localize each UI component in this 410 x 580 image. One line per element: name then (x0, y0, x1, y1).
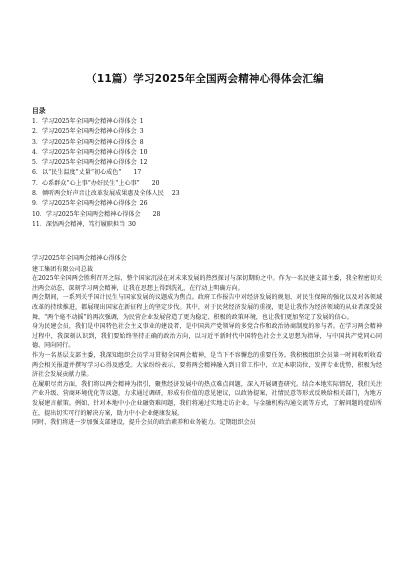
toc-item[interactable] (32, 220, 382, 230)
toc-item-label: 4．学习2025年全国两会精神心得体会 (32, 148, 137, 156)
toc-item[interactable] (32, 179, 382, 189)
toc-item-label: 2．学习2025年全国两会精神心得体会 (32, 128, 137, 136)
body-paragraph: 两会期间，一系列关乎国计民生与国家发展的议题成为焦点。政府工作报告中对经济发展的规划、对民生保障的强化以及对各领域改革的持续推进，都展现出国家在新征程上的坚定步伐。其中，对于民营经济发展的重视，更是让我作为经济领域的从业者深受鼓舞，“两个毫不动摇”的再次强调，为民营企业发展营造了更为稳定、积极的政策环境，也让我们更加坚定了发展的信心。 (32, 294, 382, 321)
body-paragraph: 在2025年全国两会胜利召开之际，整个国家沉浸在对未来发展的热烈探讨与深切期盼之中。作为一名民建支部主委，我全程密切关注两会动态，深刻学习两会精神，让我在思想上得到洗礼，在行动上明确方向。 (32, 275, 382, 292)
toc-item-label: 3．学习2025年全国两会精神心得体会 (32, 138, 137, 146)
toc-item-page: 3 (139, 128, 144, 136)
body-paragraph: 身为民建会员，我们是中国特色社会主义事业的建设者，是中国共产党领导的多党合作和政治协商制度的参与者。在学习两会精神过程中，我深刻认识到，我们要始终坚持正确的政治方向，以习近平新时代中国特色社会主义思想为指导，与中国共产党同心同德、同向同行。 (32, 323, 382, 350)
toc-item-label: 11．深悟两会精神，笃行履职担当 (32, 220, 126, 228)
toc-item[interactable] (32, 138, 382, 148)
toc-item-label: 7．心系群众“心上事”办好民生“上心事” (32, 179, 140, 187)
toc-item-label: 6．以“民生温度”丈量“初心成色” (32, 169, 122, 177)
toc-list (32, 117, 382, 230)
toc-item-label: 1．学习2025年全国两会精神心得体会 (32, 118, 137, 125)
toc-item[interactable] (32, 199, 382, 209)
body-paragraph: 同时，我们将进一步加强支部建设，提升会员的政治素养和业务能力。定期组织会员 (32, 419, 256, 427)
toc-heading: 目录 (32, 107, 46, 115)
toc-item-page: 28 (152, 210, 161, 218)
toc-item[interactable] (32, 158, 382, 168)
toc-item-page: 23 (171, 190, 180, 198)
toc-item-label: 10．学习2025年全国两会精神心得体会 (32, 210, 141, 218)
body-paragraph: 在履职尽责方面，我们将以两会精神为指引，聚焦经济发展中的热点难点问题，深入开展调查研究。结合本地实际情况，我们关注产业升级、营商环境优化等议题，力求通过调研，形成有价值的意见建议，以政协提案、社情民意等形式反映给相关部门，为地方发展建言献策。例如，针对本地中小企业融资难问题，我们将通过实地走访企业，与金融机构沟通交流等方式，了解问题的症结所在，提出切实可行的解决方案，助力中小企业健康发展。 (32, 380, 382, 417)
toc-item-label: 5．学习2025年全国两会精神心得体会 (32, 159, 137, 167)
toc-item-page: 12 (139, 159, 148, 167)
toc-item[interactable] (32, 189, 382, 199)
toc-item[interactable] (32, 210, 382, 220)
document-title: （11篇）学习2025年全国两会精神心得体会汇编 (86, 73, 324, 85)
toc-item-label: 8．倾听两会好声音让改革发展成果惠及全体人民 (32, 190, 164, 198)
toc-item-label: 9．学习2025年全国两会精神心得体会 (32, 200, 137, 208)
body-paragraph: 作为一名基层支部主委，我深知组织会员学习贯彻全国两会精神，是当下不容懈怠的重要任务。我积极组织会员第一时间收听收看两会相关报道并撰写学习心得及感受。大家纷纷表示，要将两会精神融入到日常工作中，立足本职岗位，发挥专业优势，积极为经济社会发展贡献力量。 (32, 351, 382, 379)
toc-item-page: 1 (139, 118, 144, 125)
toc-item[interactable] (32, 168, 382, 178)
document-body (32, 254, 382, 428)
section-title: 学习2025年全国两会精神心得体会 (32, 255, 127, 262)
table-of-contents (32, 106, 382, 230)
toc-item[interactable] (32, 148, 382, 158)
toc-item[interactable] (32, 127, 382, 137)
toc-item-page: 26 (139, 200, 148, 208)
toc-item[interactable] (32, 117, 382, 127)
toc-item-page: 30 (128, 220, 136, 228)
toc-item-page: 10 (139, 148, 148, 156)
toc-item-page: 20 (151, 179, 160, 187)
toc-item-page: 17 (133, 169, 142, 177)
toc-item-page: 8 (139, 138, 144, 146)
author-organization: 建工集团有限公司总裁 (32, 265, 93, 273)
